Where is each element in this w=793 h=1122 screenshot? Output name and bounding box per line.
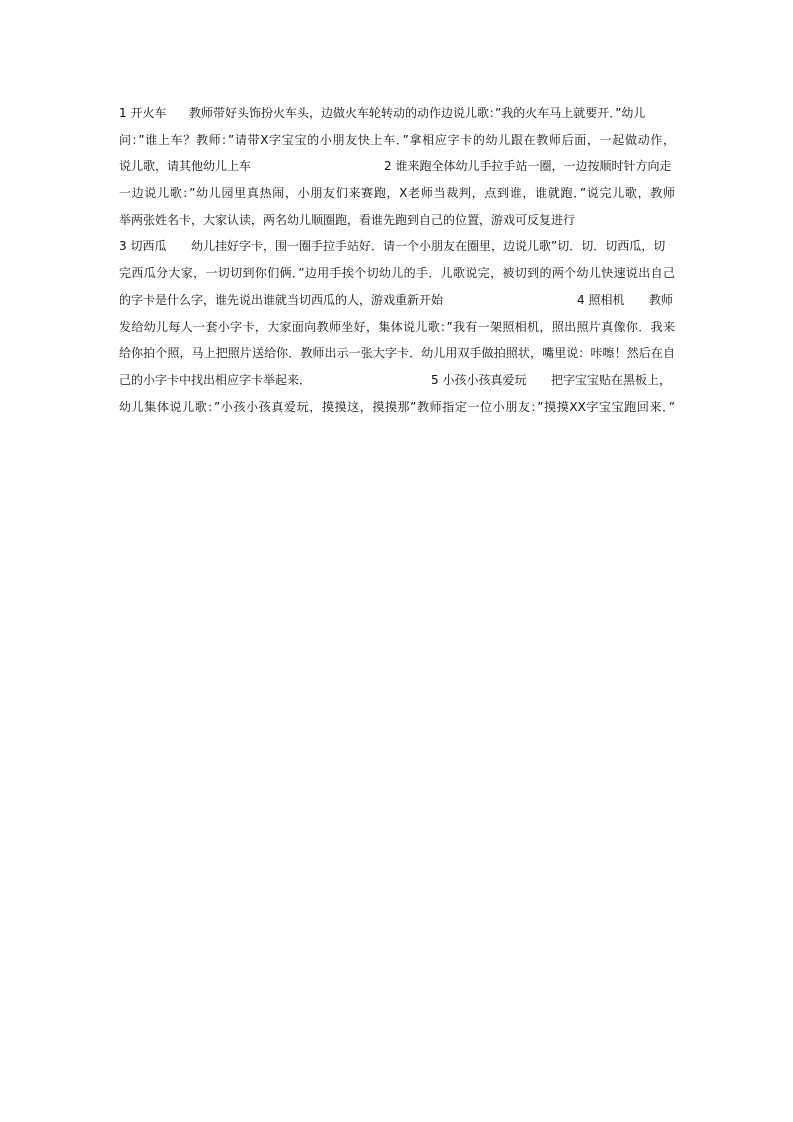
- text-segment: 给你拍个照，马上把照片送给你．教师出示一张大字卡．幼儿用双手做拍照状，嘴里说：咔嚓！然后在自: [119, 346, 675, 361]
- section-heading-shuilaipao: 2 谁来跑全体幼儿手拉手站一圈，一边按顺时针方向走: [384, 159, 672, 174]
- text-line: [119, 367, 675, 394]
- text-segment: 教师: [649, 292, 674, 307]
- text-line: [119, 340, 675, 367]
- text-segment: 的字卡是什么字，谁先说出谁就当切西瓜的人，游戏重新开始: [119, 292, 444, 307]
- text-segment: 问：”谁上车？教师：”请带X字宝宝的小朋友快上车．”拿相应字卡的幼儿跟在教师后面，一起做动作，: [119, 132, 676, 147]
- section-heading-xiaohai: 5 小孩小孩真爱玩: [431, 372, 527, 387]
- section-heading-qiexigua: 3 切西瓜: [119, 239, 167, 254]
- text-line: [119, 207, 675, 234]
- text-segment: 发给幼儿每人一套小字卡，大家面向教师坐好，集体说儿歌：”我有一架照相机，照出照片真像你．我来: [119, 319, 675, 334]
- section-heading-kaihuoche: 1 开火车: [119, 106, 167, 120]
- text-line: [119, 127, 675, 154]
- text-segment: 教师带好头饰扮火车头，边做火车轮转动的动作边说儿歌：”我的火车马上就要开．”幼儿: [189, 106, 646, 120]
- text-line: [119, 314, 675, 341]
- text-segment: 说儿歌，请其他幼儿上车: [119, 159, 252, 174]
- text-line: [119, 233, 675, 260]
- text-segment: 一边说儿歌：”幼儿园里真热闹，小朋友们来赛跑，X老师当裁判，点到谁，谁就跑．”说完儿歌，教师: [119, 186, 675, 201]
- text-segment: 举两张姓名卡，大家认读，两名幼儿顺圈跑，看谁先跑到自己的位置，游戏可反复进行: [119, 212, 576, 227]
- text-line: [119, 180, 675, 207]
- text-segment: 幼儿集体说儿歌：”小孩小孩真爱玩，摸摸这，摸摸那”教师指定一位小朋友：”摸摸XX字宝宝跑回来．”: [119, 399, 675, 414]
- text-line: [119, 287, 675, 314]
- section-heading-zhaoxiangji: 4 照相机: [577, 292, 625, 307]
- text-segment: 幼儿挂好字卡，围一圈手拉手站好．请一个小朋友在圈里，边说儿歌”切．切．切西瓜，切: [191, 239, 666, 254]
- text-line: [119, 153, 675, 180]
- text-line: [119, 260, 675, 287]
- body-text: [119, 100, 675, 420]
- text-segment: 完西瓜分大家，一切切到你们俩．”边用手挨个切幼儿的手．儿歌说完，被切到的两个幼儿快速说出自己: [119, 266, 675, 281]
- text-line: [119, 394, 675, 421]
- text-segment: 把字宝宝贴在黑板上，: [551, 372, 672, 387]
- text-line: [119, 100, 675, 127]
- text-segment: 己的小字卡中找出相应字卡举起来．: [119, 372, 312, 387]
